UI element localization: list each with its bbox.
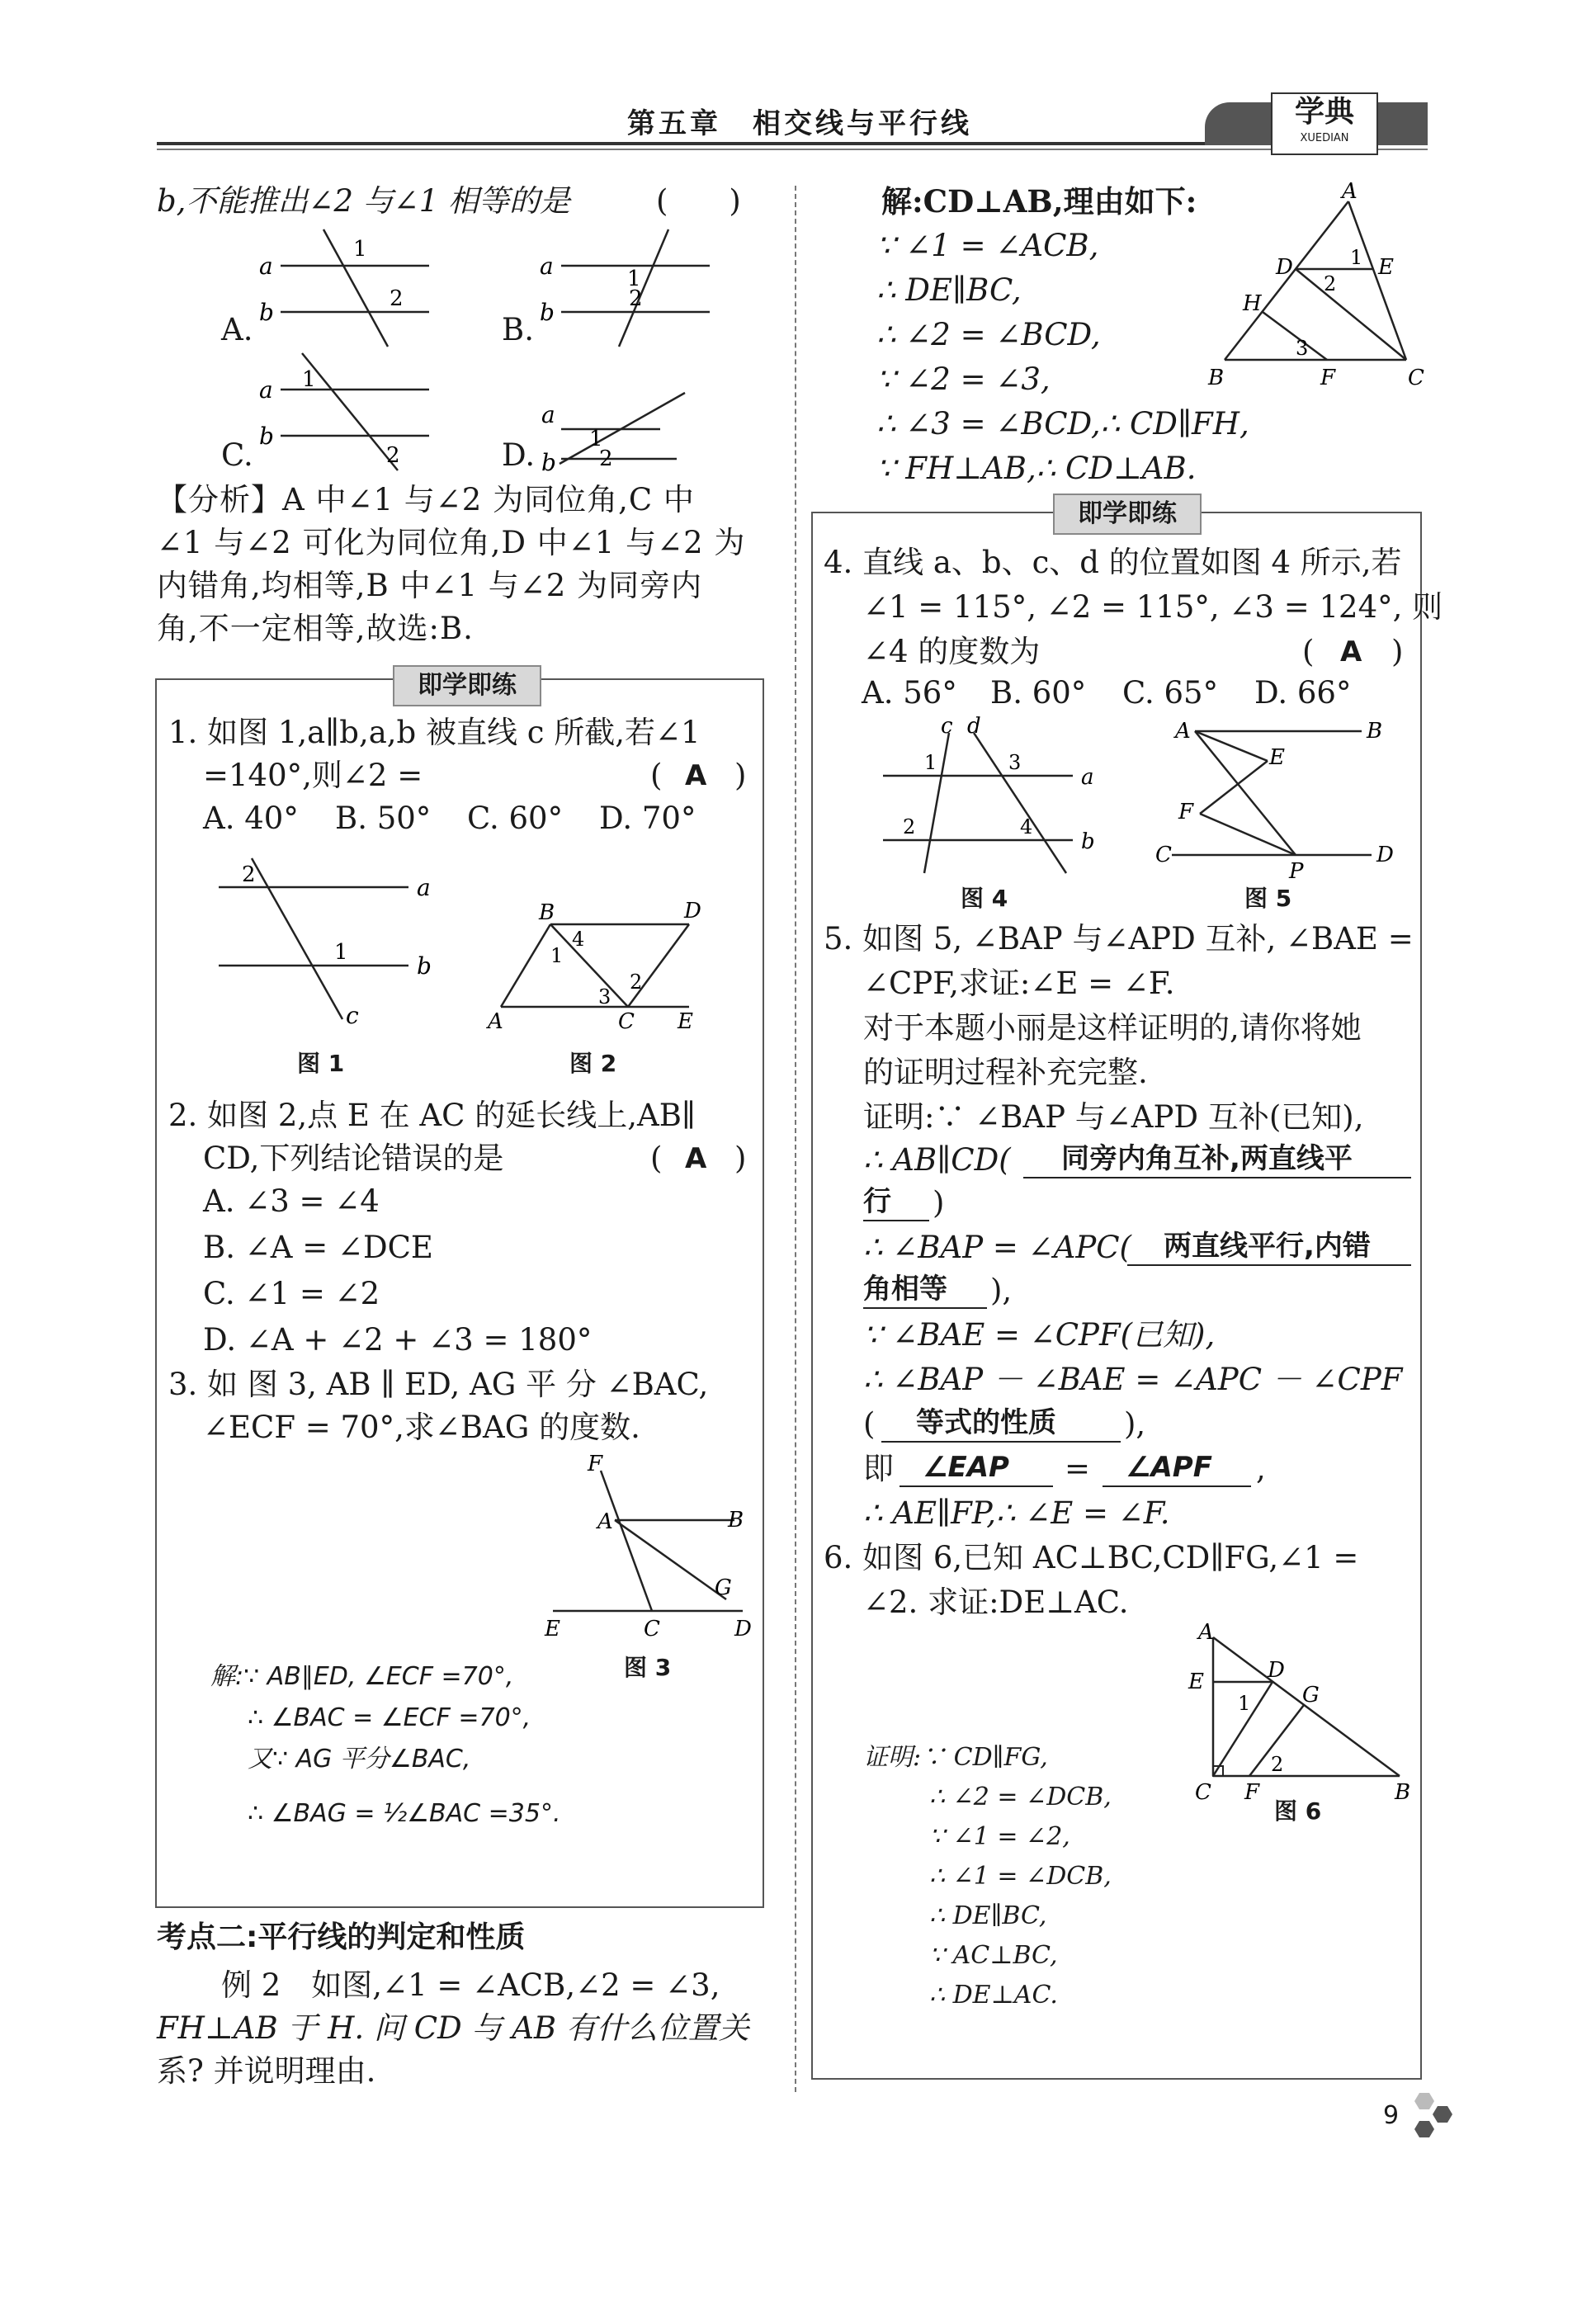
right-solution-5: ∵ ∠2 = ∠3,	[876, 361, 1051, 397]
q5-step-1-blank-2	[863, 1220, 929, 1221]
q5-step-5-blank	[881, 1441, 1121, 1443]
right-solution-2: ∵ ∠1 = ∠ACB,	[876, 228, 1099, 263]
svg-text:2: 2	[1324, 272, 1337, 295]
svg-text:B: B	[728, 1508, 744, 1533]
svg-text:B: B	[1395, 1780, 1411, 1805]
q5-step-2-answer: 两直线平行,内错	[1164, 1230, 1371, 1263]
q5-step-6-pre: 即	[863, 1451, 894, 1486]
right-solution-4: ∴ ∠2 = ∠BCD,	[876, 317, 1101, 352]
figure-6-caption: 图 6	[1274, 1797, 1322, 1825]
example-2-figure	[1203, 179, 1434, 393]
figure-5	[1155, 716, 1411, 884]
svg-text:1: 1	[627, 267, 641, 291]
svg-text:D: D	[1268, 1658, 1285, 1683]
q6-proof-4: ∴ ∠1 = ∠DCB,	[929, 1862, 1112, 1891]
svg-text:C: C	[644, 1617, 660, 1641]
svg-text:1: 1	[550, 944, 564, 967]
header-rule-thin	[157, 149, 1428, 150]
q5-line-2: ∠CPF,求证:∠E = ∠F.	[863, 966, 1175, 1001]
q5-step-6-blank-2	[1103, 1485, 1251, 1487]
hexagon-decoration-icon	[1403, 2088, 1469, 2154]
svg-text:A: A	[1198, 1620, 1214, 1645]
svg-text:H: H	[1243, 291, 1262, 316]
q6-proof-6: ∵ AC⊥BC,	[929, 1941, 1058, 1970]
q5-step-6-post: ,	[1256, 1451, 1266, 1486]
q1-paren-open: (	[650, 758, 663, 793]
svg-text:1: 1	[1350, 246, 1363, 269]
column-divider	[795, 186, 796, 2092]
q5-step-4: ∴ ∠BAP － ∠BAE = ∠APC － ∠CPF	[863, 1362, 1403, 1397]
example-2-line-1: 例 2 如图,∠1 = ∠ACB,∠2 = ∠3,	[221, 1967, 720, 2003]
svg-text:c: c	[346, 1002, 359, 1029]
svg-text:1: 1	[589, 427, 603, 451]
q2-choice-c: C. ∠1 = ∠2	[203, 1276, 380, 1311]
q1-answer: A	[685, 759, 707, 792]
q5-line-5: 证明:∵ ∠BAP 与∠APD 互补(已知),	[863, 1099, 1364, 1135]
q1-line-2: =140°,则∠2 =	[203, 758, 423, 793]
svg-text:a: a	[259, 376, 273, 404]
q4-line-2: ∠1 = 115°, ∠2 = 115°, ∠3 = 124°, 则	[863, 589, 1443, 625]
q6-proof-2: ∴ ∠2 = ∠DCB,	[929, 1783, 1112, 1811]
option-c-label: C.	[221, 437, 253, 473]
logo-sub: XUEDIAN	[1300, 132, 1349, 144]
svg-text:4: 4	[572, 928, 585, 951]
q4-line-1: 4. 直线 a、b、c、d 的位置如图 4 所示,若	[824, 545, 1402, 580]
analysis-line-3: 内错角,均相等,B 中∠1 与∠2 为同旁内	[157, 568, 703, 603]
q5-step-7: ∴ AE∥FP,∴ ∠E = ∠F.	[863, 1495, 1170, 1531]
q5-step-5-post: ),	[1124, 1406, 1146, 1442]
q5-step-6-answer-2: ∠APF	[1126, 1451, 1212, 1484]
svg-text:D: D	[734, 1617, 752, 1641]
svg-text:F: F	[588, 1452, 603, 1476]
section-heading: 考点二:平行线的判定和性质	[157, 1920, 526, 1954]
q5-step-1-answer-2: 行	[863, 1185, 891, 1218]
svg-text:B: B	[539, 900, 555, 925]
figure-1-caption: 图 1	[297, 1050, 345, 1077]
q6-proof-7: ∴ DE⊥AC.	[929, 1981, 1058, 2010]
svg-text:2: 2	[630, 971, 643, 994]
svg-text:1: 1	[334, 940, 348, 965]
svg-text:a: a	[1081, 765, 1094, 790]
logo-box	[1271, 92, 1378, 155]
svg-text:B: B	[1367, 719, 1383, 744]
analysis-line-2: ∠1 与∠2 可化为同位角,D 中∠1 与∠2 为	[157, 525, 746, 560]
figure-2	[483, 900, 714, 1032]
svg-text:E: E	[678, 1009, 693, 1034]
right-solution-1: 解:CD⊥AB,理由如下:	[881, 183, 1197, 220]
svg-text:D: D	[684, 899, 701, 923]
q5-step-5-pre: (	[863, 1406, 876, 1442]
option-c-figure	[256, 347, 454, 479]
svg-text:d: d	[967, 714, 981, 739]
option-d-figure	[536, 380, 734, 479]
figure-6	[1180, 1620, 1419, 1806]
q5-step-1-blank	[1023, 1177, 1411, 1178]
svg-text:3: 3	[598, 985, 611, 1008]
svg-text:1: 1	[302, 367, 316, 392]
figure-1	[210, 850, 450, 1032]
analysis-line-1: 【分析】A 中∠1 与∠2 为同位角,C 中	[157, 482, 695, 517]
q4-paren-close: )	[1391, 634, 1404, 669]
practice-badge-right: 即学即练	[1053, 494, 1202, 535]
svg-text:B: B	[1208, 366, 1225, 390]
q3-solution-3: 又∵ AG 平分∠BAC,	[248, 1745, 471, 1773]
q5-step-1-answer: 同旁内角互补,两直线平	[1061, 1142, 1353, 1175]
svg-text:A: A	[597, 1509, 613, 1534]
logo-text: 学典	[1294, 95, 1354, 129]
svg-text:E: E	[1378, 255, 1394, 280]
q6-proof-1: 证明:∵ CD∥FG,	[863, 1743, 1048, 1772]
q2-paren-open: (	[650, 1141, 663, 1176]
q5-step-2-blank	[1127, 1264, 1411, 1266]
svg-text:2: 2	[1271, 1753, 1284, 1776]
q2-paren-close: )	[734, 1141, 747, 1176]
svg-text:E: E	[1269, 745, 1285, 770]
figure-5-caption: 图 5	[1244, 885, 1292, 912]
q5-line-1: 5. 如图 5, ∠BAP 与∠APD 互补, ∠BAE =	[824, 921, 1414, 956]
svg-text:A: A	[1175, 719, 1191, 744]
chapter-title: 第五章 相交线与平行线	[627, 107, 972, 140]
svg-text:E: E	[1188, 1670, 1204, 1694]
example-2-line-3: 系? 并说明理由.	[157, 2053, 376, 2089]
q5-step-1-pre: ∴ AB∥CD(	[863, 1142, 1011, 1178]
intro-paren: ( )	[656, 183, 741, 219]
svg-text:b: b	[417, 952, 432, 980]
svg-text:2: 2	[390, 286, 404, 311]
q3-solution-1: 解:∵ AB∥ED, ∠ECF =70°,	[210, 1662, 514, 1691]
svg-text:2: 2	[903, 815, 916, 838]
svg-text:1: 1	[353, 237, 367, 262]
q5-step-6-answer-1: ∠EAP	[923, 1451, 1009, 1484]
svg-text:F: F	[1244, 1780, 1260, 1805]
svg-text:C: C	[618, 1009, 635, 1034]
svg-text:C: C	[1155, 843, 1172, 867]
svg-text:4: 4	[1020, 815, 1033, 838]
figure-2-caption: 图 2	[569, 1050, 617, 1077]
q1-choice-b: B. 50°	[335, 801, 432, 836]
svg-text:a: a	[417, 874, 431, 901]
svg-text:1: 1	[924, 751, 937, 774]
q5-line-3: 对于本题小丽是这样证明的,请你将她	[863, 1010, 1362, 1046]
svg-text:2: 2	[629, 286, 643, 311]
q4-answer: A	[1340, 635, 1362, 668]
q1-line-1: 1. 如图 1,a∥b,a,b 被直线 c 所截,若∠1	[168, 715, 701, 750]
q2-line-2: CD,下列结论错误的是	[203, 1141, 504, 1176]
practice-badge-left: 即学即练	[393, 665, 541, 706]
q1-choice-d: D. 70°	[599, 801, 696, 836]
svg-text:F: F	[1178, 800, 1194, 824]
svg-text:3: 3	[1008, 751, 1022, 774]
right-solution-7: ∵ FH⊥AB,∴ CD⊥AB.	[876, 451, 1197, 486]
svg-text:b: b	[1081, 829, 1095, 854]
svg-text:b: b	[540, 299, 555, 326]
page-number: 9	[1383, 2101, 1400, 2130]
q3-solution-2: ∴ ∠BAC = ∠ECF =70°,	[248, 1703, 531, 1732]
svg-text:E: E	[545, 1617, 560, 1641]
q4-choice-b: B. 60°	[990, 675, 1087, 711]
svg-text:c: c	[941, 714, 953, 739]
svg-text:A: A	[1342, 179, 1358, 204]
svg-text:2: 2	[599, 446, 613, 471]
q5-step-5-answer: 等式的性质	[916, 1406, 1056, 1439]
q5-step-3: ∵ ∠BAE = ∠CPF(已知),	[863, 1317, 1216, 1353]
q2-line-1: 2. 如图 2,点 E 在 AC 的延长线上,AB∥	[168, 1098, 696, 1133]
svg-text:F: F	[1320, 366, 1336, 390]
svg-text:G: G	[1302, 1683, 1320, 1707]
svg-text:D: D	[1276, 255, 1293, 280]
figure-3	[536, 1452, 759, 1642]
option-b-label: B.	[502, 312, 534, 347]
option-b-figure	[536, 223, 734, 355]
q2-choice-d: D. ∠A + ∠2 + ∠3 = 180°	[203, 1322, 593, 1358]
q1-choice-c: C. 60°	[467, 801, 564, 836]
q1-paren-close: )	[734, 758, 747, 793]
svg-text:2: 2	[242, 862, 256, 887]
svg-text:1: 1	[1238, 1692, 1251, 1715]
q3-line-2: ∠ECF = 70°,求∠BAG 的度数.	[203, 1410, 640, 1445]
svg-text:a: a	[540, 253, 554, 280]
svg-text:b: b	[259, 299, 274, 326]
q4-choice-c: C. 65°	[1122, 675, 1219, 711]
q5-step-1-post: )	[933, 1185, 945, 1221]
q6-line-1: 6. 如图 6,已知 AC⊥BC,CD∥FG,∠1 =	[824, 1540, 1359, 1575]
q6-proof-5: ∴ DE∥BC,	[929, 1901, 1047, 1930]
q5-step-2-answer-2: 角相等	[863, 1273, 947, 1306]
q2-answer: A	[685, 1142, 707, 1175]
q1-choice-a: A. 40°	[203, 801, 299, 836]
svg-text:b: b	[541, 449, 556, 476]
q2-choice-a: A. ∠3 = ∠4	[203, 1183, 380, 1219]
figure-4-caption: 图 4	[961, 885, 1008, 912]
q4-line-3: ∠4 的度数为	[863, 634, 1041, 669]
svg-text:b: b	[259, 423, 274, 450]
analysis-line-4: 角,不一定相等,故选:B.	[157, 611, 474, 646]
svg-text:a: a	[541, 401, 555, 428]
svg-text:D: D	[1376, 843, 1394, 867]
svg-text:A: A	[488, 1009, 503, 1034]
option-a-label: A.	[221, 312, 253, 347]
q6-proof-3: ∵ ∠1 = ∠2,	[929, 1822, 1070, 1851]
q2-choice-b: B. ∠A = ∠DCE	[203, 1230, 433, 1265]
q5-step-6-blank-1	[900, 1485, 1053, 1487]
q5-step-2-post: ),	[990, 1273, 1013, 1308]
svg-text:2: 2	[386, 443, 400, 468]
svg-text:G: G	[715, 1575, 732, 1600]
intro-text: b,不能推出∠2 与∠1 相等的是	[157, 183, 571, 219]
option-d-label: D.	[502, 437, 536, 473]
q3-line-1: 3. 如 图 3, AB ∥ ED, AG 平 分 ∠BAC,	[168, 1367, 709, 1402]
q5-step-2-pre: ∴ ∠BAP = ∠APC(	[863, 1230, 1131, 1265]
q5-step-2-blank-2	[863, 1307, 987, 1309]
svg-text:C: C	[1408, 366, 1424, 390]
example-2-line-2: FH⊥AB 于 H. 问 CD 与 AB 有什么位置关	[157, 2010, 749, 2046]
q3-solution-4: ∴ ∠BAG = ½∠BAC =35°.	[248, 1799, 561, 1828]
figure-4	[875, 716, 1106, 881]
right-solution-6: ∴ ∠3 = ∠BCD,∴ CD∥FH,	[876, 406, 1249, 442]
svg-text:C: C	[1195, 1780, 1211, 1805]
q4-choice-d: D. 66°	[1254, 675, 1352, 711]
svg-text:3: 3	[1296, 337, 1309, 360]
right-solution-3: ∴ DE∥BC,	[876, 272, 1022, 308]
svg-text:a: a	[259, 253, 273, 280]
q4-choice-a: A. 56°	[862, 675, 957, 711]
q5-line-4: 的证明过程补充完整.	[863, 1055, 1148, 1090]
q6-line-2: ∠2. 求证:DE⊥AC.	[863, 1585, 1129, 1620]
q4-paren-open: (	[1302, 634, 1315, 669]
q5-step-6-eq: =	[1065, 1451, 1091, 1486]
figure-3-caption: 图 3	[624, 1654, 672, 1681]
svg-text:P: P	[1289, 859, 1304, 884]
option-a-figure	[256, 223, 454, 355]
